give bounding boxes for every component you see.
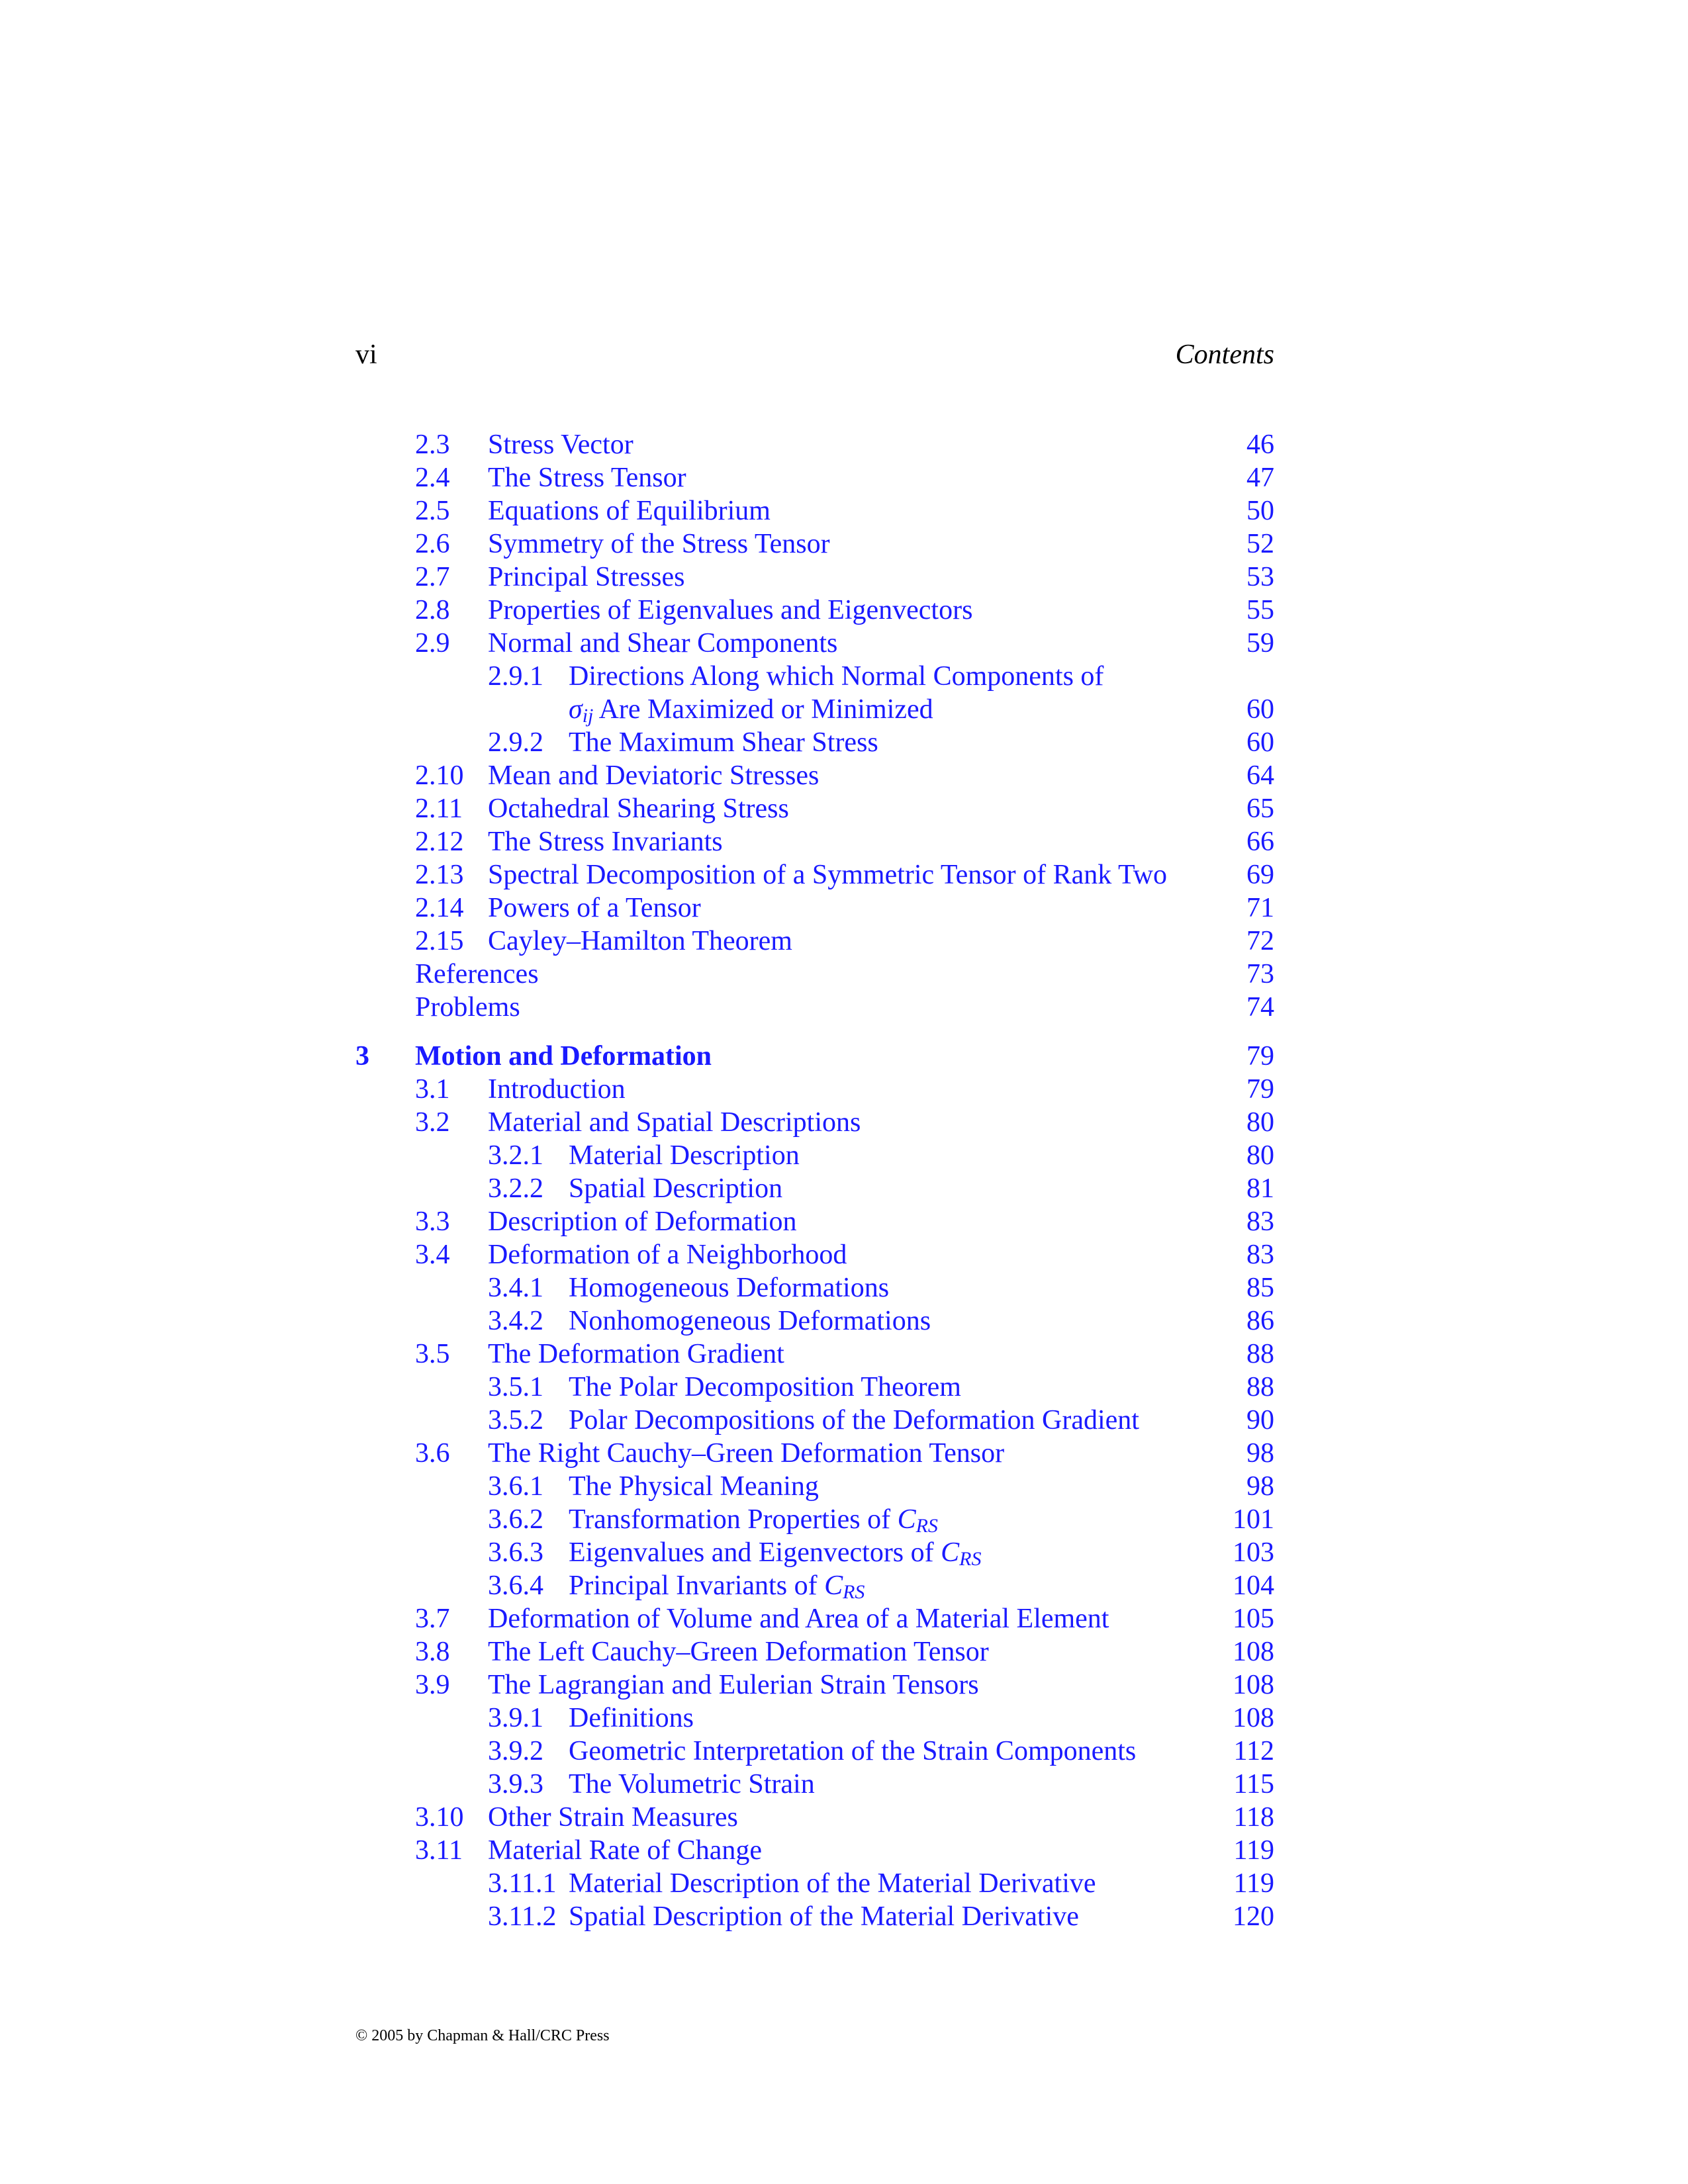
toc-entry[interactable] [355,1238,1274,1271]
running-title: Contents [1175,340,1274,370]
toc-entry[interactable] [355,1834,1274,1867]
toc-entry-title [488,1834,762,1867]
toc-entry[interactable] [355,858,1274,891]
toc-entry-title [569,660,1103,693]
subscript: RS [915,1515,938,1537]
toc-entry-number: 2.9 [415,628,450,659]
toc-entry-text: Mean and Deviatoric Stresses [488,760,820,791]
toc-page-number: 71 [1246,893,1274,923]
toc-entry-number: 3.6.3 [488,1537,543,1568]
toc-entry-title [569,1768,815,1801]
toc-entry-title [569,1702,694,1735]
toc-entry-number: 3.2.1 [488,1140,543,1171]
toc-entry-text: Deformation of Volume and Area of a Material Element [488,1604,1109,1634]
toc-entry-number: 2.9.1 [488,661,543,692]
toc-entry-title [488,1106,861,1139]
toc-entry-number: 3.4.1 [488,1273,543,1303]
toc-entry[interactable] [355,825,1274,858]
toc-page-number: 55 [1246,595,1274,625]
toc-page-number: 88 [1246,1372,1274,1402]
toc-entry[interactable] [355,891,1274,925]
toc-entry-text: Nonhomogeneous Deformations [569,1306,931,1336]
toc-entry-number: 3.5 [415,1339,450,1369]
toc-entry[interactable] [355,1073,1274,1106]
toc-entry-title [569,726,878,759]
toc-entry[interactable] [355,561,1274,594]
toc-page-number: 65 [1246,794,1274,824]
toc-page-number: 81 [1246,1173,1274,1204]
toc-entry-text: Cayley–Hamilton Theorem [488,926,792,956]
toc-entry[interactable] [355,1635,1274,1668]
toc-entry-text: References [415,959,539,989]
toc-entry-text: Principal Invariants of [569,1570,825,1601]
toc-entry-title [488,1073,626,1106]
toc-entry-number: 3.11 [415,1835,463,1866]
toc-entry[interactable] [355,925,1274,958]
toc-entry-text: Eigenvalues and Eigenvectors of [569,1537,941,1568]
toc-entry-title [488,1801,738,1834]
toc-page-number: 98 [1246,1471,1274,1502]
toc-entry-text: Directions Along which Normal Components of [569,661,1104,692]
toc-page-number: 46 [1246,430,1274,460]
toc-entry-title [569,693,933,726]
toc-page-number: 74 [1246,992,1274,1023]
toc-entry-title [488,594,972,627]
toc-entry-title [488,1338,784,1371]
toc-entry-text: The Deformation Gradient [488,1339,784,1369]
toc-entry-number: 3.2.2 [488,1173,543,1204]
toc-entry[interactable] [355,1271,1274,1304]
toc-entry-title [415,1040,712,1073]
toc-page-number: 86 [1246,1306,1274,1336]
toc-entry-text: The Stress Tensor [488,463,686,493]
toc-page-number: 115 [1233,1769,1274,1799]
toc-entry-title [488,891,701,925]
toc-entry[interactable] [355,1404,1274,1437]
toc-entry-text: Problems [415,992,520,1023]
toc-page-number: 50 [1246,496,1274,526]
toc-entry-title [488,428,633,461]
toc-entry-number: 2.11 [415,794,463,824]
toc-entry-number: 3.1 [415,1074,450,1105]
toc-page-number: 118 [1233,1802,1274,1833]
toc-entry-text: Definitions [569,1703,694,1733]
toc-entry-title [569,1271,889,1304]
toc-entry-number: 3.5.2 [488,1405,543,1435]
toc-entry-text: Description of Deformation [488,1206,797,1237]
toc-entry-text: Introduction [488,1074,626,1105]
toc-entry-text: The Stress Invariants [488,827,723,857]
toc-entry-title-rest: Are Maximized or Minimized [593,694,933,725]
toc-entry-title [488,627,837,660]
math-symbol: C [941,1537,960,1568]
toc-entry[interactable] [355,726,1274,759]
copyright-footer: © 2005 by Chapman & Hall/CRC Press [355,2027,610,2044]
toc-entry-text: Symmetry of the Stress Tensor [488,529,830,559]
toc-entry-text: Homogeneous Deformations [569,1273,890,1303]
toc-entry-text: Stress Vector [488,430,633,460]
toc-entry-text: Spatial Description [569,1173,783,1204]
toc-page-number: 108 [1233,1637,1274,1667]
toc-entry-number: 3.6.2 [488,1504,543,1535]
toc-entry-title [488,858,1167,891]
toc-entry[interactable] [355,693,1274,726]
toc-entry-number: 2.7 [415,562,450,592]
toc-entry-number: 3.6.4 [488,1570,543,1601]
toc-entry-number: 3 [355,1041,369,1071]
subscript: RS [843,1581,865,1603]
toc-entry[interactable] [355,1205,1274,1238]
toc-entry-text: The Physical Meaning [569,1471,819,1502]
toc-entry-number: 3.7 [415,1604,450,1634]
toc-entry-text: Other Strain Measures [488,1802,738,1833]
toc-entry-text: Powers of a Tensor [488,893,701,923]
toc-entry-title [569,1503,938,1536]
toc-page-number: 112 [1233,1736,1274,1766]
toc-entry[interactable] [355,792,1274,825]
toc-entry-text: Material Description of the Material Derivative [569,1868,1096,1899]
toc-entry-title [488,527,830,561]
toc-page-number: 105 [1233,1604,1274,1634]
toc-entry[interactable] [355,594,1274,627]
toc-entry-number: 2.6 [415,529,450,559]
toc-entry-text: The Polar Decomposition Theorem [569,1372,961,1402]
toc-entry[interactable] [355,1139,1274,1172]
toc-entry[interactable] [355,627,1274,660]
toc-entry-number: 3.2 [415,1107,450,1138]
toc-entry-title [488,1205,797,1238]
toc-entry[interactable] [355,1668,1274,1702]
toc-entry-number: 3.9.2 [488,1736,543,1766]
toc-entry-text: Normal and Shear Components [488,628,838,659]
toc-page-number: 103 [1233,1537,1274,1568]
toc-page-number: 85 [1246,1273,1274,1303]
toc-entry[interactable] [355,1735,1274,1768]
toc-entry-text: Transformation Properties of [569,1504,898,1535]
sigma-symbol: σ [569,694,583,725]
math-symbol: C [897,1504,916,1535]
toc-page-number: 108 [1233,1670,1274,1700]
toc-entry-title [569,1139,800,1172]
toc-entry-text: Properties of Eigenvalues and Eigenvectors [488,595,973,625]
toc-entry-title [569,1172,782,1205]
toc-page-number: 83 [1246,1240,1274,1270]
toc-entry[interactable] [355,1106,1274,1139]
toc-page-number: 53 [1246,562,1274,592]
toc-entry-number: 3.10 [415,1802,464,1833]
toc-entry-title [569,1867,1096,1900]
toc-page-number: 59 [1246,628,1274,659]
toc-entry-title [488,825,723,858]
toc-entry-text: Geometric Interpretation of the Strain Components [569,1736,1137,1766]
toc-page-number: 80 [1246,1140,1274,1171]
toc-entry[interactable] [355,1602,1274,1635]
toc-entry-title [569,1404,1139,1437]
toc-entry-title [569,1735,1136,1768]
toc-entry-text: The Right Cauchy–Green Deformation Tensor [488,1438,1005,1469]
toc-page-number: 119 [1233,1835,1274,1866]
toc-page-number: 88 [1246,1339,1274,1369]
toc-entry[interactable] [355,1569,1274,1602]
toc-entry-number: 3.4.2 [488,1306,543,1336]
toc-page-number: 60 [1246,694,1274,725]
toc-entry-text: Material and Spatial Descriptions [488,1107,861,1138]
toc-page-number: 66 [1246,827,1274,857]
toc-entry[interactable] [355,1172,1274,1205]
toc-entry-title [488,759,819,792]
toc-entry-number: 2.12 [415,827,464,857]
toc-entry[interactable] [355,1702,1274,1735]
toc-entry-title [488,1437,1004,1470]
toc-page-number: 60 [1246,727,1274,758]
toc-entry[interactable] [355,660,1274,693]
toc-entry-text: Polar Decompositions of the Deformation Gradient [569,1405,1139,1435]
toc-entry-text: The Left Cauchy–Green Deformation Tensor [488,1637,989,1667]
toc-entry-number: 3.9.3 [488,1769,543,1799]
toc-entry[interactable] [355,1437,1274,1470]
toc-entry-title [488,792,789,825]
toc-entry-text: Deformation of a Neighborhood [488,1240,847,1270]
toc-page-number: 119 [1233,1868,1274,1899]
toc-page-number: 101 [1233,1504,1274,1535]
toc-entry-text: Octahedral Shearing Stress [488,794,789,824]
toc-entry-number: 3.9 [415,1670,450,1700]
toc-entry-number: 2.10 [415,760,464,791]
toc-entry-title [415,958,539,991]
toc-entry-number: 3.9.1 [488,1703,543,1733]
toc-entry[interactable] [355,1867,1274,1900]
toc-page-number: 108 [1233,1703,1274,1733]
toc-entry-title [488,925,792,958]
toc-entry-number: 3.6.1 [488,1471,543,1502]
toc-entry-title [569,1304,931,1338]
toc-entry[interactable] [355,1536,1274,1569]
toc-page-number: 72 [1246,926,1274,956]
toc-entry-title [569,1536,981,1569]
toc-entry-text: Motion and Deformation [415,1041,712,1071]
toc-entry-number: 2.3 [415,430,450,460]
toc-entry-text: Material Description [569,1140,800,1171]
toc-entry[interactable] [355,1304,1274,1338]
toc-entry[interactable] [355,1470,1274,1503]
toc-entry[interactable] [355,1801,1274,1834]
toc-entry-title [415,991,520,1024]
toc-entry-title [569,1900,1079,1933]
toc-entry-number: 2.4 [415,463,450,493]
toc-page-number: 90 [1246,1405,1274,1435]
toc-entry-title [569,1470,819,1503]
toc-page-number: 104 [1233,1570,1274,1601]
toc-page-number: 79 [1246,1074,1274,1105]
toc-entry-number: 2.14 [415,893,464,923]
toc-page-number: 79 [1246,1041,1274,1071]
toc-entry-title [488,1668,979,1702]
toc-page-number: 47 [1246,463,1274,493]
toc-page-number: 120 [1233,1901,1274,1932]
toc-chapter-entry[interactable] [355,1040,1274,1073]
toc-entry[interactable] [355,428,1274,461]
toc-entry[interactable] [355,1768,1274,1801]
subscript: ij [582,705,594,727]
toc-entry-number: 3.6 [415,1438,450,1469]
toc-entry-title [488,1238,847,1271]
toc-page-number: 80 [1246,1107,1274,1138]
math-symbol: C [824,1570,843,1601]
toc-entry[interactable] [355,1338,1274,1371]
toc-entry-text: Material Rate of Change [488,1835,763,1866]
toc-entry[interactable] [355,991,1274,1024]
toc-entry-number: 3.8 [415,1637,450,1667]
toc-page-number: 73 [1246,959,1274,989]
toc-entry-number: 3.5.1 [488,1372,543,1402]
toc-entry-title [488,494,771,527]
toc-entry-number: 2.13 [415,860,464,890]
toc-entry-text: The Volumetric Strain [569,1769,815,1799]
toc-entry-text: The Lagrangian and Eulerian Strain Tensors [488,1670,979,1700]
toc-entry-number: 2.9.2 [488,727,543,758]
toc-entry-text: Spectral Decomposition of a Symmetric Tensor of Rank Two [488,860,1168,890]
toc-entry-number: 2.15 [415,926,464,956]
toc-entry[interactable] [355,461,1274,494]
toc-page-number: 52 [1246,529,1274,559]
toc-entry[interactable] [355,494,1274,527]
toc-entry-number: 3.11.2 [488,1901,557,1932]
toc-entry-title [488,561,684,594]
page-folio: vi [355,340,377,370]
toc-entry-title [569,1569,865,1602]
toc-entry-number: 2.8 [415,595,450,625]
toc-page-number: 83 [1246,1206,1274,1237]
toc-entry-number: 3.4 [415,1240,450,1270]
toc-entry-title [488,1635,989,1668]
toc-entry-text: Equations of Equilibrium [488,496,771,526]
toc-entry-number: 2.5 [415,496,450,526]
toc-entry-text: Spatial Description of the Material Derivative [569,1901,1079,1932]
table-of-contents [355,428,1274,1933]
subscript: RS [959,1548,982,1570]
toc-entry-number: 3.3 [415,1206,450,1237]
toc-entry-title [488,1602,1109,1635]
toc-entry[interactable] [355,1900,1274,1933]
toc-entry[interactable] [355,1503,1274,1536]
toc-entry-title [488,461,686,494]
toc-entry[interactable] [355,759,1274,792]
toc-page-number: 64 [1246,760,1274,791]
toc-entry[interactable] [355,958,1274,991]
toc-entry-number: 3.11.1 [488,1868,557,1899]
toc-entry-title [569,1371,961,1404]
toc-entry[interactable] [355,1371,1274,1404]
running-head [355,339,1274,379]
toc-entry[interactable] [355,527,1274,561]
toc-page-number: 98 [1246,1438,1274,1469]
toc-entry-text: Principal Stresses [488,562,685,592]
toc-page-number: 69 [1246,860,1274,890]
toc-entry-text: The Maximum Shear Stress [569,727,878,758]
